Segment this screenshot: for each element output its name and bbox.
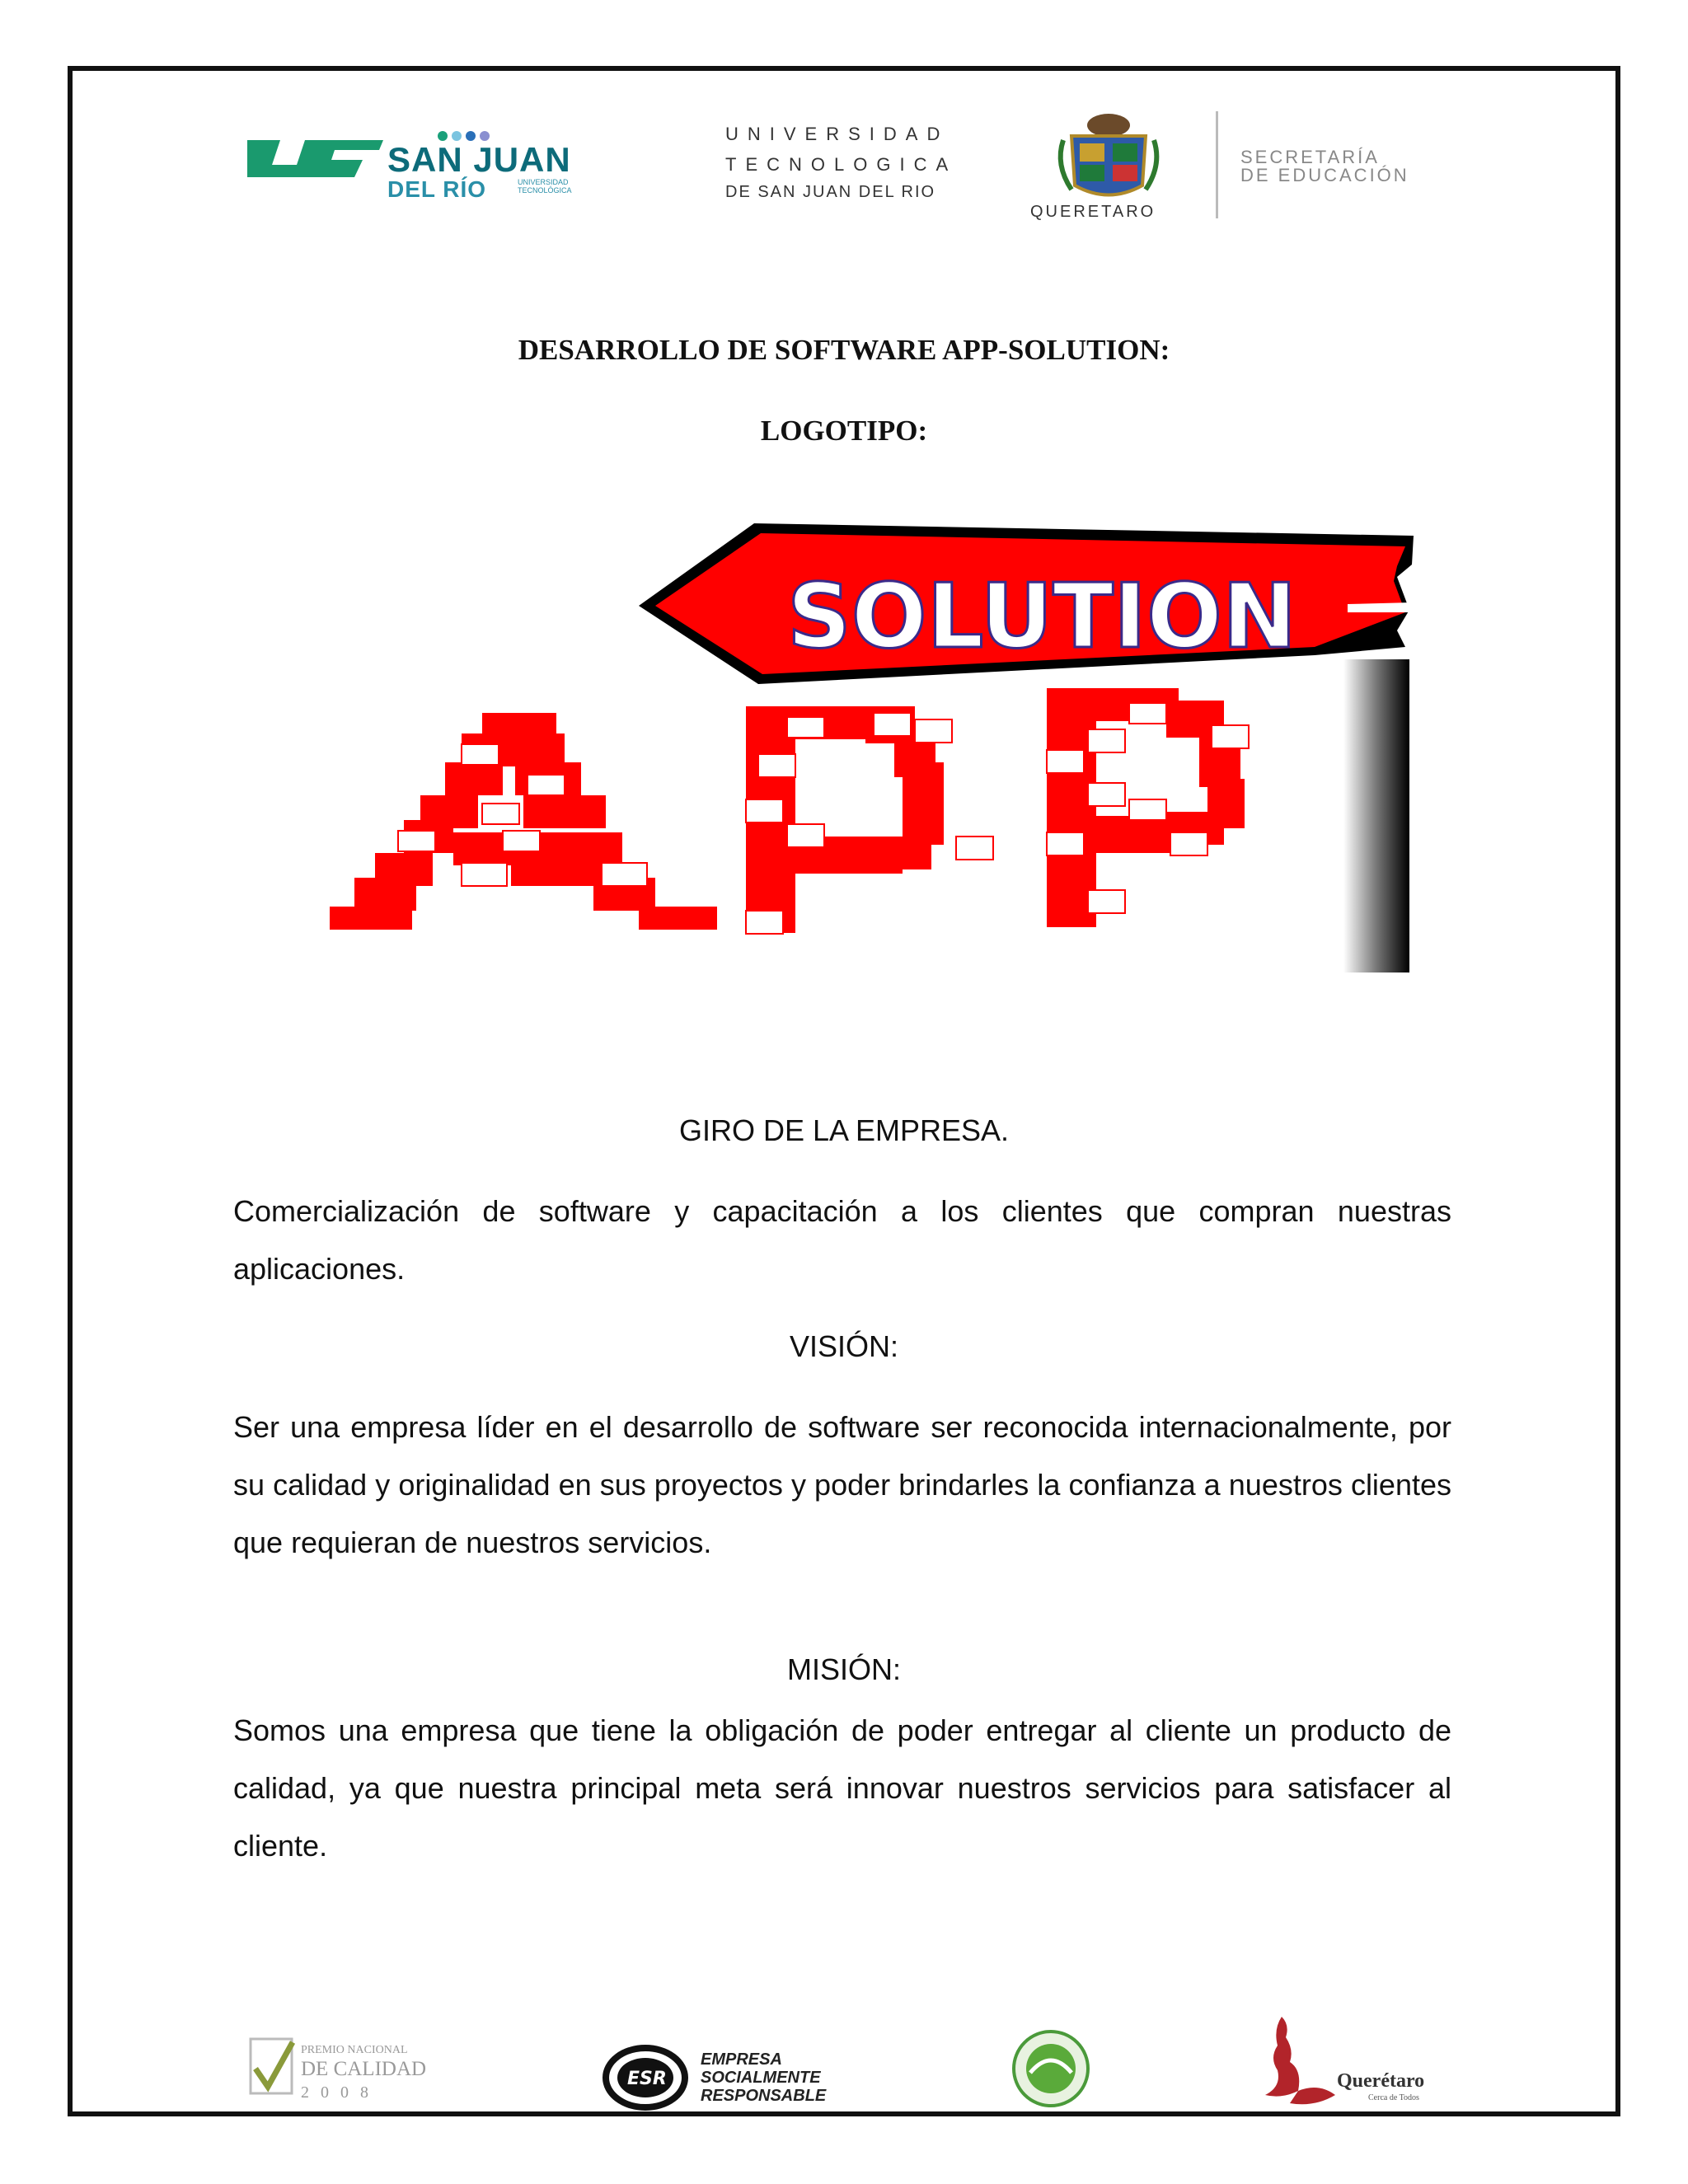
queretaro-seal-icon xyxy=(1047,107,1170,206)
esr-logo-icon xyxy=(598,2040,696,2114)
premio-line-1: PREMIO NACIONAL xyxy=(301,2044,408,2056)
queretaro-footer-name: Querétaro xyxy=(1337,2070,1425,2092)
mision-heading: MISIÓN: xyxy=(786,1652,901,1686)
logo-letter-a xyxy=(330,713,717,930)
ut-tiny-label: UNIVERSIDAD TECNOLÓGICA xyxy=(518,178,572,194)
giro-heading: GIRO DE LA EMPRESA. xyxy=(678,1113,1010,1147)
vision-heading: VISIÓN: xyxy=(789,1329,899,1363)
queretaro-figure-icon xyxy=(1257,2013,1339,2111)
sep-line-2: DE EDUCACIÓN xyxy=(1240,165,1409,185)
sign-post xyxy=(1343,659,1409,972)
esr-badge-text: ESR xyxy=(627,2069,667,2089)
ut-subname: DEL RÍO xyxy=(387,176,487,202)
university-line-2: TECNOLOGICA xyxy=(725,154,958,175)
calidad-seal-icon xyxy=(1006,2027,1096,2110)
queretaro-label: QUERETARO xyxy=(1030,203,1156,221)
esr-line-3: RESPONSABLE xyxy=(701,2087,827,2105)
esr-line-1: EMPRESA xyxy=(701,2050,782,2069)
ut-logo-mark xyxy=(239,132,387,181)
sign-text: SOLUTION xyxy=(787,565,1297,668)
mision-text: Somos una empresa que tiene la obligación de poder entregar al cliente un producto de calidad, ya que nuestra principal meta será innovar nuestros servicios para satisfacer al cliente. xyxy=(233,1713,1451,1863)
document-title: DESARROLLO DE SOFTWARE APP-SOLUTION: xyxy=(518,334,1170,366)
university-line-1: UNIVERSIDAD xyxy=(725,124,950,144)
premio-year: 2008 xyxy=(301,2083,380,2102)
sep-line-1: SECRETARÍA xyxy=(1240,147,1380,167)
giro-text: Comercialización de software y capacitación a los clientes que compran nuestras aplicaciones. xyxy=(233,1194,1451,1286)
vision-text: Ser una empresa líder en el desarrollo de software ser reconocida internacionalmente, por su calidad y originalidad en sus proyectos y poder brindarles la confianza a nuestros clientes que requieran de nuestros servicios. xyxy=(233,1410,1451,1559)
esr-line-2: SOCIALMENTE xyxy=(701,2069,821,2087)
app-solution-logo xyxy=(326,515,1422,977)
university-line-3: DE SAN JUAN DEL RIO xyxy=(725,183,936,201)
queretaro-footer-slogan: Cerca de Todos xyxy=(1368,2093,1419,2102)
premio-line-2: DE CALIDAD xyxy=(301,2058,427,2080)
header-divider xyxy=(1216,111,1218,218)
logotipo-heading: LOGOTIPO: xyxy=(760,415,928,447)
ut-name: SAN JUAN xyxy=(387,140,571,179)
